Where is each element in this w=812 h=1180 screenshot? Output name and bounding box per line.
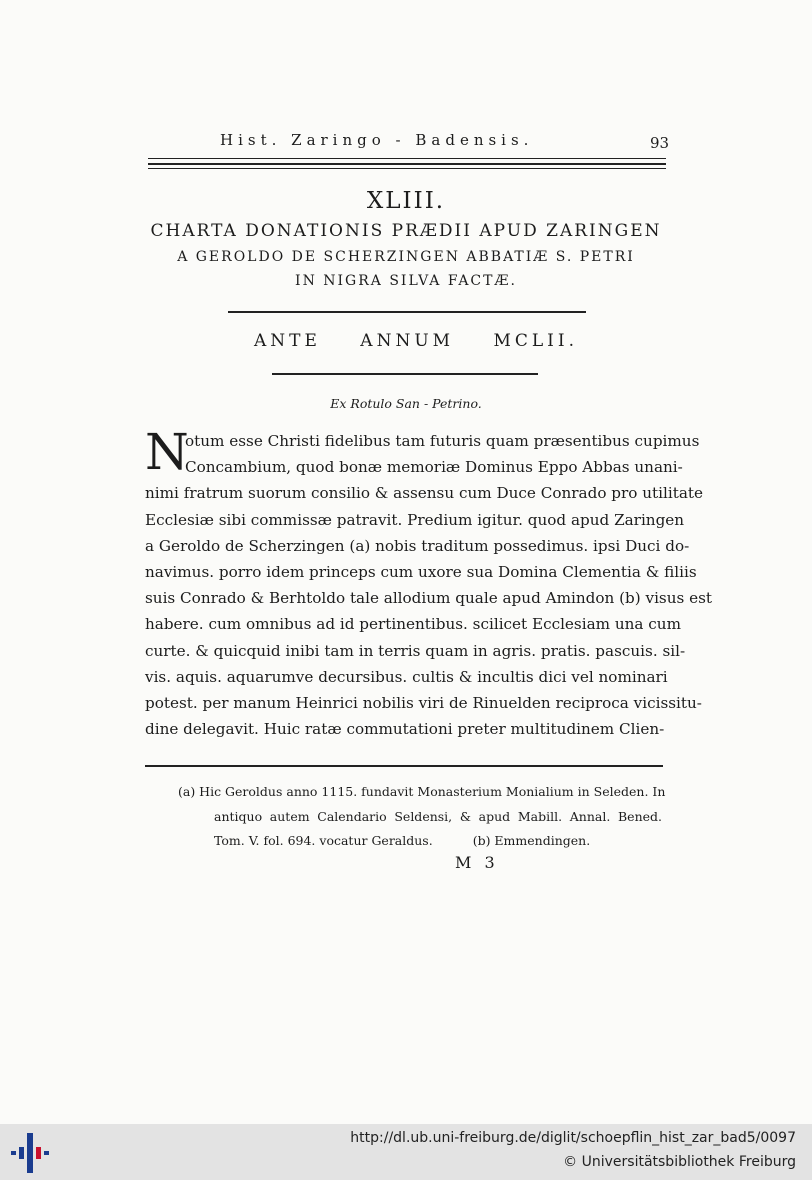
body-line: otum esse Christi fidelibus tam futuris quam præsentibus cupimus	[185, 432, 700, 450]
footnote-line	[178, 829, 662, 854]
head-rule-thick	[148, 163, 666, 165]
charter-numeral: XLIII.	[366, 188, 446, 214]
charter-date: ANTE ANNUM MCLII.	[253, 331, 578, 351]
title-rule-top	[228, 311, 586, 313]
footnote-line: antiquo autem Calendario Seldensi, & apud Mabill. Annal. Bened.	[214, 808, 662, 824]
body-line: habere. cum omnibus ad id pertinentibus. scilicet Ecclesiam una cum	[145, 615, 681, 634]
body-line: curte. & quicquid inibi tam in terris quam in agris. pratis. pascuis. sil-	[145, 641, 686, 660]
page-number: 93	[650, 134, 670, 152]
footnote-rule	[145, 765, 663, 767]
body-line: navimus. porro idem princeps cum uxore sua Domina Clementia & filiis	[145, 563, 697, 582]
footnote-line: (a) Hic Geroldus anno 1115. fundavit Monasterium Monialium in Seleden. In	[178, 784, 666, 799]
body-line: Ecclesiæ sibi commissæ patravit. Predium igitur. quod apud Zaringen	[145, 510, 685, 529]
charter-title-line-3: IN NIGRA SILVA FACTÆ.	[295, 273, 517, 289]
signature-mark: M 3	[455, 853, 499, 872]
body-line: potest. per manum Heinrici nobilis viri de Rinuelden reciproca vicissitu-	[145, 694, 702, 713]
footnotes	[178, 780, 666, 854]
footer-bar	[0, 1124, 812, 1180]
head-rule-thin-2	[148, 168, 666, 169]
body-line: vis. aquis. aquarumve decursibus. cultis & incultis dici vel nominari	[145, 667, 668, 686]
footnote-b: (b) Emmendingen.	[472, 833, 591, 848]
body-line: a Geroldo de Scherzingen (a) nobis traditum possedimus. ipsi Duci do-	[145, 536, 690, 555]
ub-freiburg-logo-icon[interactable]	[11, 1131, 51, 1175]
charter-title-line-1: CHARTA DONATIONIS PRÆDII APUD ZARINGEN	[150, 221, 662, 241]
source-url-link[interactable]: http://dl.ub.uni-freiburg.de/diglit/schoepflin_hist_zar_bad5/0097	[350, 1130, 796, 1146]
running-head-title: Hist. Zaringo - Badensis.	[220, 131, 534, 149]
charter-source: Ex Rotulo San - Petrino.	[330, 396, 482, 411]
drop-cap: N	[145, 423, 189, 481]
charter-body	[145, 423, 713, 742]
footnote-a-end: Tom. V. fol. 694. vocatur Geraldus.	[214, 833, 433, 848]
title-rule-bottom	[272, 373, 538, 375]
body-line: nimi fratrum suorum consilio & assensu cum Duce Conrado pro utilitate	[145, 484, 703, 503]
body-line: dine delegavit. Huic ratæ commutationi preter multitudinem Clien-	[145, 720, 665, 739]
body-line: Concambium, quod bonæ memoriæ Dominus Eppo Abbas unani-	[185, 458, 683, 477]
head-rule-thin	[148, 158, 666, 159]
running-head	[180, 131, 700, 155]
body-line: suis Conrado & Berhtoldo tale allodium quale apud Amindon (b) visus est	[145, 589, 713, 608]
copyright-notice: © Universitätsbibliothek Freiburg	[563, 1154, 796, 1170]
charter-title-line-2: A GEROLDO DE SCHERZINGEN ABBATIÆ S. PETRI	[177, 249, 635, 265]
